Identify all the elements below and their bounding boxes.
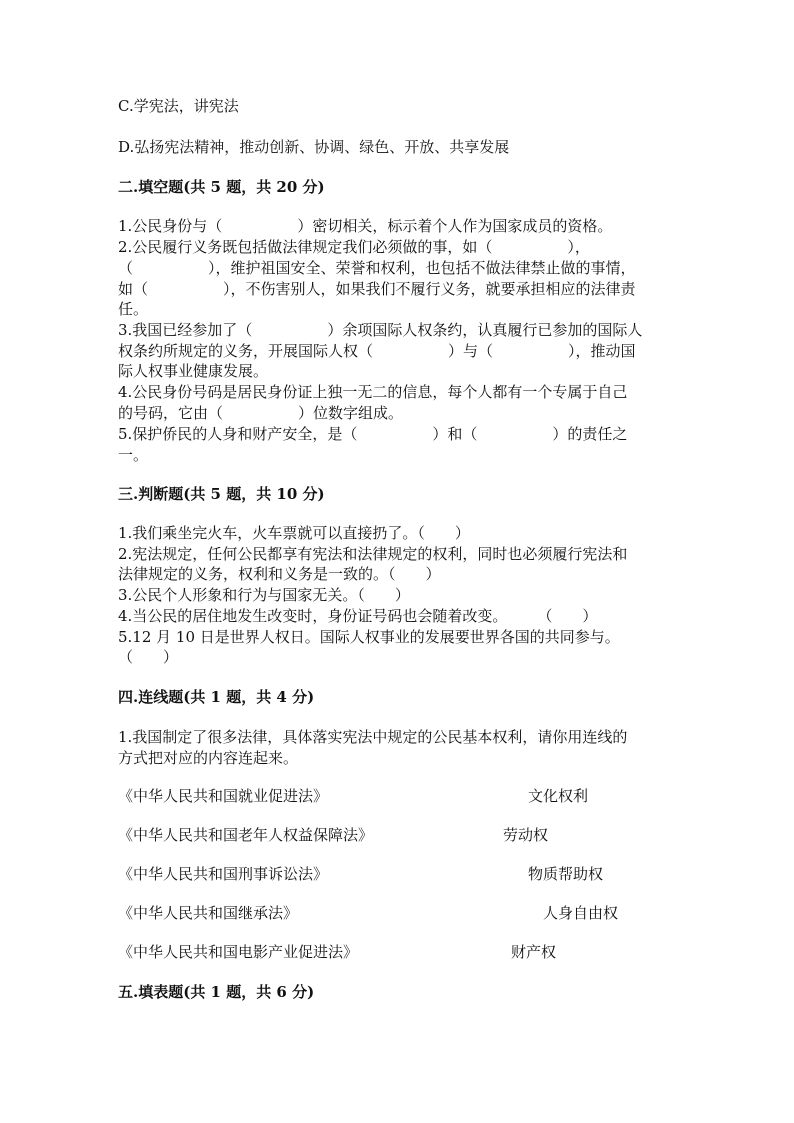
fill-in-line: （ ），维护祖国安全、荣誉和权利，也包括不做法律禁止做的事情， [118, 259, 636, 277]
law-item-criminal-procedure: 《中华人民共和国刑事诉讼法》 [118, 865, 329, 883]
right-item-personal-freedom: 人身自由权 [543, 904, 619, 922]
fill-in-line: 任。 [118, 300, 149, 318]
fill-in-heading: 二.填空题(共 5 题，共 20 分) [118, 178, 325, 196]
judge-line: 4.当公民的居住地发生改变时，身份证号码也会随着改变。 （ ） [118, 607, 598, 625]
law-item-elderly: 《中华人民共和国老年人权益保障法》 [118, 826, 374, 844]
fill-in-line: 2.公民履行义务既包括做法律规定我们必须做的事，如（ ）， [118, 238, 590, 256]
fill-in-line: 3.我国已经参加了（ ）余项国际人权条约，认真履行已参加的国际人 [118, 321, 643, 339]
judge-line: 5.12 月 10 日是世界人权日。国际人权事业的发展要世界各国的共同参与。 [118, 628, 620, 646]
law-item-film-industry: 《中华人民共和国电影产业促进法》 [118, 943, 359, 961]
fill-in-line: 4.公民身份号码是居民身份证上独一无二的信息，每个人都有一个专属于自己 [118, 383, 628, 401]
matching-heading: 四.连线题(共 1 题，共 4 分) [118, 688, 315, 706]
judge-line: 法律规定的义务，权利和义务是一致的。（ ） [118, 565, 441, 583]
fill-in-line: 际人权事业健康发展。 [118, 362, 269, 380]
right-item-labor: 劳动权 [503, 826, 549, 844]
option-c: C.学宪法，讲宪法 [118, 97, 239, 115]
fill-in-line: 如（ ），不伤害别人，如果我们不履行义务，就要承担相应的法律责 [118, 280, 636, 298]
fill-in-line: 5.保护侨民的人身和财产安全，是（ ）和（ ）的责任之 [118, 425, 628, 443]
table-heading: 五.填表题(共 1 题，共 6 分) [118, 983, 315, 1001]
judge-heading: 三.判断题(共 5 题，共 10 分) [118, 485, 325, 503]
law-item-inheritance: 《中华人民共和国继承法》 [118, 904, 299, 922]
fill-in-line: 一。 [118, 446, 149, 464]
right-item-property: 财产权 [511, 943, 557, 961]
fill-in-line: 1.公民身份与（ ）密切相关，标示着个人作为国家成员的资格。 [118, 217, 613, 235]
right-item-culture: 文化权利 [528, 787, 589, 805]
judge-line: 3.公民个人形象和行为与国家无关。（ ） [118, 586, 410, 604]
fill-in-line: 权条约所规定的义务，开展国际人权（ ）与（ ），推动国 [118, 342, 636, 360]
matching-intro: 方式把对应的内容连起来。 [118, 749, 299, 767]
judge-line: 1.我们乘坐完火车，火车票就可以直接扔了。（ ） [118, 524, 470, 542]
judge-line: 2.宪法规定，任何公民都享有宪法和法律规定的权利，同时也必须履行宪法和 [118, 545, 628, 563]
right-item-material-assistance: 物质帮助权 [528, 865, 604, 883]
judge-line: （ ） [118, 648, 179, 666]
law-item-employment: 《中华人民共和国就业促进法》 [118, 787, 329, 805]
matching-intro: 1.我国制定了很多法律，具体落实宪法中规定的公民基本权利，请你用连线的 [118, 728, 628, 746]
fill-in-line: 的号码，它由（ ）位数字组成。 [118, 404, 404, 422]
option-d: D.弘扬宪法精神，推动创新、协调、绿色、开放、共享发展 [118, 138, 510, 156]
